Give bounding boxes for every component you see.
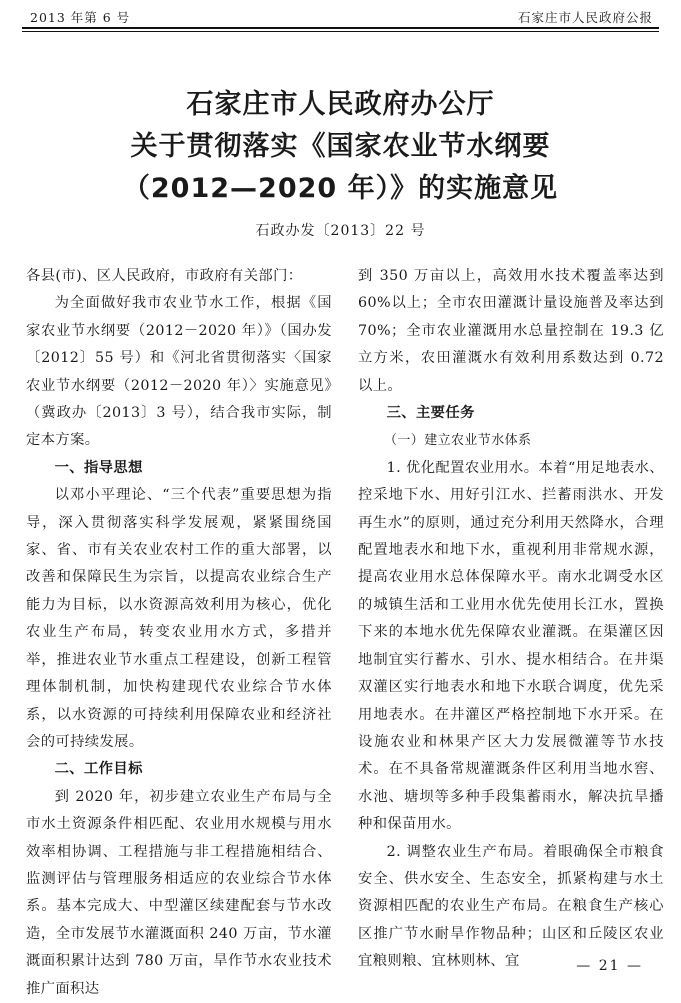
section-heading-work-goals: 二、工作目标 (54, 761, 143, 778)
continued-paragraph: 到 350 万亩以上，高效用水技术覆盖率达到 60%以上；全市农田灌溉计量设施普及率达到 70%；全市农业灌溉用水总量控制在 19.3 亿立方米，农田灌溉水有效利用系数达到 0.72 以上。 (358, 268, 664, 394)
section-heading-guiding-ideology: 一、指导思想 (54, 459, 143, 476)
title-line-3: （2012—2020 年）》的实施意见 (122, 173, 559, 204)
page-number: — 21 — (576, 958, 643, 974)
title-line-2: 关于贯彻落实《国家农业节水纲要 (130, 131, 551, 162)
item-optimize-water-allocation: 1. 优化配置农业用水。本着“用足地表水、控采地下水、用好引江水、拦蓄雨洪水、开发再生水”的原则，通过充分利用天然降水，合理配置地表水和地下水，重视利用非常规水源，提高农业用水总体保障水平。南水北调受水区的城镇生活和工业用水优先使用长江水，置换下来的本地水优先保障农业灌溉。在渠灌区因地制宜实行蓄水、引水、提水相结合。在井渠双灌区实行地表水和地下水联合调度，优先采用地表水。在井灌区严格控制地下水开采。在设施农业和林果产区大力发展微灌等节水技术。在不具备常规灌溉条件区利用当地水窖、水池、塘坝等多种手段集蓄雨水，解决抗旱播种和保苗用水。 (358, 459, 664, 833)
section-heading-main-tasks: 三、主要任务 (386, 405, 475, 422)
document-number: 石政办发〔2013〕22 号 (255, 223, 426, 239)
document-title (0, 84, 681, 210)
header-rule-thin (22, 31, 659, 32)
issue-label: 2013 年第 6 号 (30, 10, 131, 25)
addressee: 各县(市)、区人民政府，市政府有关部门： (26, 268, 303, 284)
subsection-heading-water-saving-system: （一）建立农业节水体系 (384, 433, 532, 449)
item-adjust-production-layout: 2. 调整农业生产布局。着眼确保全市粮食安全、供水安全、生态安全，抓紧构建与水土资源相匹配的农业生产布局。在粮食生产核心区推广节水耐旱作物品种；山区和丘陵区农业宜粮则粮、宜林则林、宜 (358, 843, 664, 970)
right-column (358, 263, 664, 976)
publication-name: 石家庄市人民政府公报 (517, 10, 653, 25)
left-column (26, 263, 332, 1003)
intro-paragraph: 为全面做好我市农业节水工作，根据《国家农业节水纲要（2012－2020 年）》（国办发〔2012〕55 号）和《河北省贯彻落实〈国家农业节水纲要（2012－2020 年）〉实施意见》（冀政办〔2013〕3 号），结合我市实际，制定本方案。 (26, 295, 332, 449)
section-body-work-goals: 到 2020 年，初步建立农业生产布局与全市水土资源条件相匹配、农业用水规模与用水效率相协调、工程措施与非工程措施相结合、监测评估与管理服务相适应的农业综合节水体系。基本完成大、中型灌区续建配套与节水改造，全市发展节水灌溉面积 240 万亩，节水灌溉面积累计达到 780 万亩，旱作节水农业技术推广面积达 (26, 788, 332, 997)
title-line-1: 石家庄市人民政府办公厅 (186, 89, 495, 120)
header-rule-thick (22, 27, 659, 29)
running-header (22, 4, 659, 26)
section-body-guiding-ideology: 以邓小平理论、“三个代表”重要思想为指导，深入贯彻落实科学发展观，紧紧围绕国家、省、市有关农业农村工作的重大部署，以改善和保障民生为宗旨，以提高农业综合生产能力为目标，以水资源高效利用为核心，优化农业生产布局，转变农业用水方式，多措并举，推进农业节水重点工程建设，创新工程管理体制机制，加快构建现代农业综合节水体系，以水资源的可持续利用保障农业和经济社会的可持续发展。 (26, 487, 332, 750)
